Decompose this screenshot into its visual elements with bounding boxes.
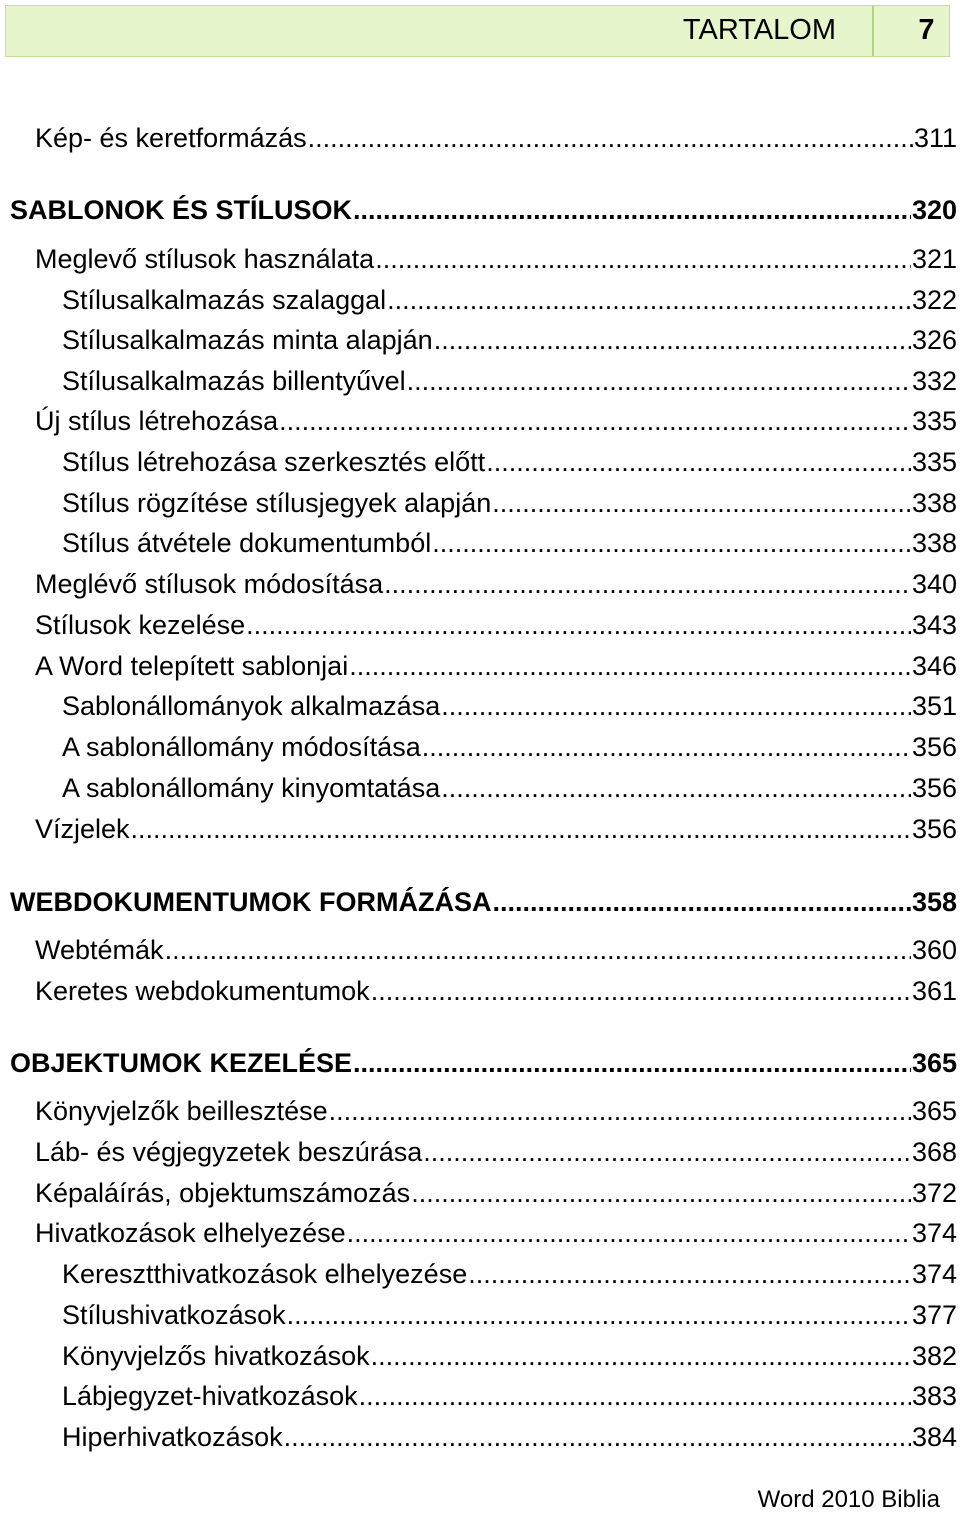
toc-entry[interactable] <box>35 973 957 1009</box>
toc-entry[interactable] <box>62 688 957 724</box>
toc-entry-title: Keresztthivatkozások elhelyezése <box>62 1259 468 1289</box>
toc-entry-page: 332 <box>911 366 957 396</box>
toc-entry-page: 321 <box>911 244 957 274</box>
toc-entry-title: Meglévő stílusok módosítása <box>35 569 384 599</box>
toc-dot-leader <box>347 1215 911 1251</box>
toc-entry[interactable] <box>62 1256 957 1292</box>
toc-entry-title: Új stílus létrehozása <box>35 406 279 436</box>
toc-entry-title: WEBDOKUMENTUMOK FORMÁZÁSA <box>10 887 492 917</box>
toc-entry-page: 335 <box>911 406 957 436</box>
toc-entry-page: 351 <box>911 691 957 721</box>
toc-entry-title: Lábjegyzet-hivatkozások <box>62 1381 358 1411</box>
toc-entry-page: 356 <box>911 773 957 803</box>
toc-entry-title: Könyvjelzős hivatkozások <box>62 1341 370 1371</box>
toc-entry[interactable] <box>62 282 957 318</box>
toc-dot-leader <box>353 1045 911 1081</box>
toc-entry[interactable] <box>62 363 957 399</box>
toc-entry-page: 365 <box>911 1096 957 1126</box>
toc-dot-leader <box>432 525 911 561</box>
toc-entry-title: Stílusok kezelése <box>35 610 246 640</box>
toc-dot-leader <box>131 811 911 847</box>
toc-dot-leader <box>375 241 911 277</box>
toc-entry-page: 372 <box>911 1178 957 1208</box>
toc-entry-title: Kép- és keretformázás <box>35 123 307 153</box>
toc-dot-leader <box>371 1338 911 1374</box>
toc-entry-page: 365 <box>911 1048 957 1078</box>
toc-entry[interactable] <box>35 1175 957 1211</box>
toc-entry-page: 326 <box>911 325 957 355</box>
toc-entry-page: 346 <box>911 651 957 681</box>
toc-dot-leader <box>353 192 911 228</box>
toc-dot-leader <box>423 1134 911 1170</box>
toc-dot-leader <box>441 688 911 724</box>
toc-entry[interactable] <box>35 120 957 156</box>
toc-dot-leader <box>492 485 911 521</box>
toc-entry-title: Webtémák <box>35 935 164 965</box>
toc-entry-page: 343 <box>911 610 957 640</box>
toc-entry-title: Stílusalkalmazás szalaggal <box>62 285 387 315</box>
toc-entry[interactable] <box>62 1378 957 1414</box>
toc-dot-leader <box>384 566 911 602</box>
toc-entry-page: 356 <box>911 814 957 844</box>
toc-entry[interactable] <box>62 1297 957 1333</box>
toc-entry-page: 368 <box>911 1137 957 1167</box>
toc-entry[interactable] <box>35 1134 957 1170</box>
toc-section-heading[interactable] <box>10 884 957 920</box>
toc-entry-page: 361 <box>911 976 957 1006</box>
toc-entry[interactable] <box>35 932 957 968</box>
toc-entry-title: Keretes webdokumentumok <box>35 976 370 1006</box>
toc-entry-title: Láb- és végjegyzetek beszúrása <box>35 1137 423 1167</box>
toc-entry-title: Stílus rögzítése stílusjegyek alapján <box>62 488 492 518</box>
toc-entry-title: A Word telepített sablonjai <box>35 651 349 681</box>
toc-dot-leader <box>468 1256 911 1292</box>
toc-entry-title: Stílushivatkozások <box>62 1300 286 1330</box>
toc-entry-page: 384 <box>911 1422 957 1452</box>
page-header <box>5 5 950 57</box>
toc-dot-leader <box>308 120 913 156</box>
toc-entry-title: Vízjelek <box>35 814 130 844</box>
toc-entry[interactable] <box>62 1338 957 1374</box>
toc-dot-leader <box>165 932 911 968</box>
toc-dot-leader <box>422 729 911 765</box>
toc-dot-leader <box>371 973 911 1009</box>
toc-dot-leader <box>329 1093 911 1129</box>
toc-section-heading[interactable] <box>10 192 957 228</box>
toc-entry[interactable] <box>35 566 957 602</box>
toc-entry-title: Stílusalkalmazás billentyűvel <box>62 366 406 396</box>
toc-entry[interactable] <box>35 811 957 847</box>
toc-entry-page: 377 <box>911 1300 957 1330</box>
toc-entry[interactable] <box>62 322 957 358</box>
toc-dot-leader <box>441 770 911 806</box>
toc-dot-leader <box>246 607 911 643</box>
toc-entry-title: A sablonállomány módosítása <box>62 732 421 762</box>
toc-dot-leader <box>492 884 910 920</box>
toc-entry[interactable] <box>35 403 957 439</box>
toc-entry-title: OBJEKTUMOK KEZELÉSE <box>10 1048 353 1078</box>
toc-entry[interactable] <box>35 1215 957 1251</box>
toc-entry-page: 358 <box>911 887 957 917</box>
toc-dot-leader <box>434 322 911 358</box>
toc-entry[interactable] <box>62 525 957 561</box>
toc-entry[interactable] <box>35 241 957 277</box>
toc-entry[interactable] <box>62 729 957 765</box>
toc-entry-page: 338 <box>911 528 957 558</box>
footer-book-title: Word 2010 Biblia <box>757 1486 940 1513</box>
toc-entry-title: Hivatkozások elhelyezése <box>35 1218 346 1248</box>
toc-entry-title: A sablonállomány kinyomtatása <box>62 773 441 803</box>
toc-dot-leader <box>407 363 911 399</box>
toc-entry-page: 340 <box>911 569 957 599</box>
toc-entry-page: 374 <box>911 1259 957 1289</box>
toc-entry-title: Képaláírás, objektumszámozás <box>35 1178 411 1208</box>
toc-section-heading[interactable] <box>10 1045 957 1081</box>
toc-dot-leader <box>279 403 911 439</box>
toc-entry-title: SABLONOK ÉS STÍLUSOK <box>10 195 353 225</box>
toc-entry-page: 322 <box>911 285 957 315</box>
toc-dot-leader <box>349 648 911 684</box>
toc-entry-page: 356 <box>911 732 957 762</box>
toc-entry-title: Meglevő stílusok használata <box>35 244 375 274</box>
toc-entry-page: 338 <box>911 488 957 518</box>
toc-entry-title: Hiperhivatkozások <box>62 1422 283 1452</box>
toc-entry[interactable] <box>62 485 957 521</box>
toc-dot-leader <box>284 1419 911 1455</box>
toc-dot-leader <box>287 1297 911 1333</box>
toc-entry-page: 374 <box>911 1218 957 1248</box>
toc-entry-page: 360 <box>911 935 957 965</box>
header-title: TARTALOM <box>682 14 836 46</box>
toc-entry-title: Sablonállományok alkalmazása <box>62 691 441 721</box>
toc-entry-page: 335 <box>911 447 957 477</box>
toc-entry[interactable] <box>62 1419 957 1455</box>
toc-entry-page: 382 <box>911 1341 957 1371</box>
toc-dot-leader <box>411 1175 911 1211</box>
toc-dot-leader <box>359 1378 911 1414</box>
header-page-number: 7 <box>918 14 935 46</box>
toc-dot-leader <box>486 444 911 480</box>
toc-entry[interactable] <box>35 1093 957 1129</box>
toc-entry[interactable] <box>35 607 957 643</box>
toc-entry-title: Stílus létrehozása szerkesztés előtt <box>62 447 486 477</box>
toc-entry-title: Stílusalkalmazás minta alapján <box>62 325 433 355</box>
toc-entry-page: 320 <box>911 195 957 225</box>
toc-entry[interactable] <box>35 648 957 684</box>
toc-entry-title: Stílus átvétele dokumentumból <box>62 528 432 558</box>
toc-entry-page: 383 <box>911 1381 957 1411</box>
toc-entry-title: Könyvjelzők beillesztése <box>35 1096 328 1126</box>
toc-entry[interactable] <box>62 444 957 480</box>
toc-dot-leader <box>387 282 911 318</box>
toc-entry-page: 311 <box>913 123 957 153</box>
toc-entry[interactable] <box>62 770 957 806</box>
